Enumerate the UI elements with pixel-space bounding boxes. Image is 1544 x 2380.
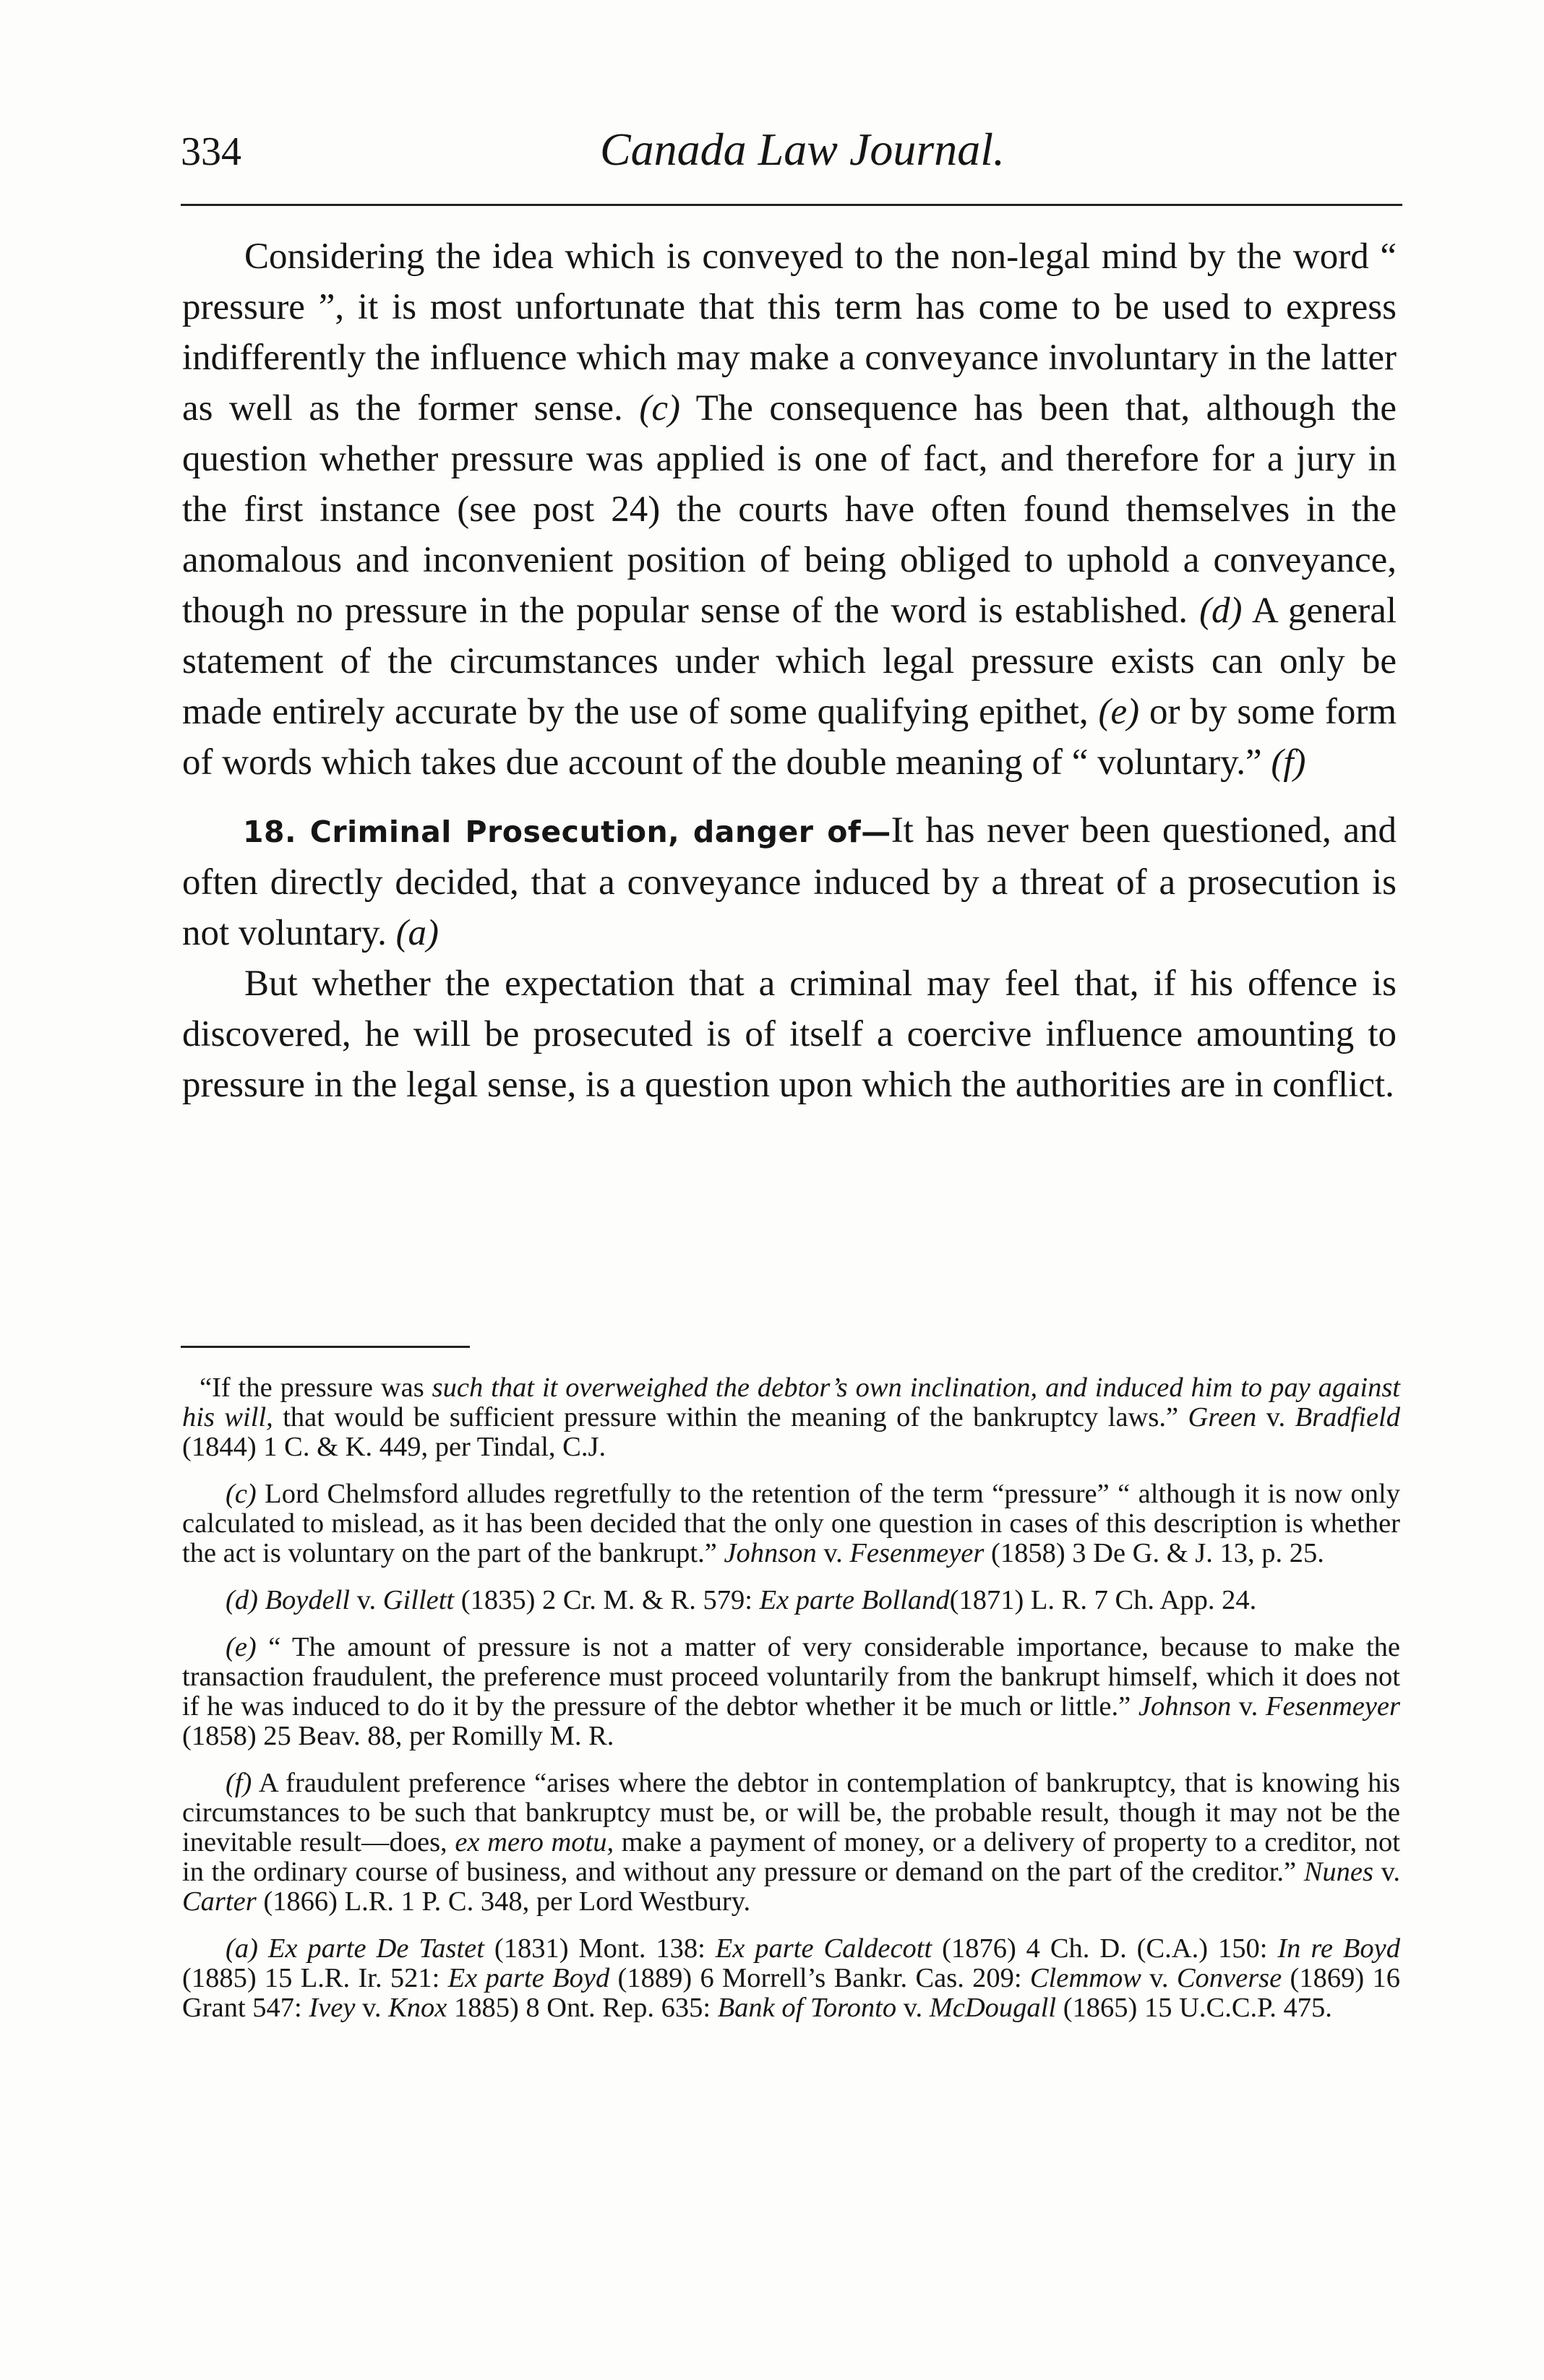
- text-run: Lord Chelmsford alludes regretfully to the retention of the term “pressure” “ although it is now only calculated to mislead, as it has been decided that the only one question in cases of this description is whether the act is voluntary on the part of the bankrupt.”: [182, 1479, 1400, 1568]
- case-name: Johnson: [1138, 1691, 1232, 1722]
- case-name: Ex parte Caldecott: [715, 1933, 932, 1964]
- case-name: Ivey: [309, 1993, 356, 2023]
- footnotes: [182, 1373, 1400, 2040]
- text-run: make a payment of money, or a delivery of property to a creditor, not in the ordinary course of business, and without any pressure or demand on the part of the creditor.”: [182, 1827, 1400, 1887]
- text-run: (1858) 25 Beav. 88, per Romilly M. R.: [182, 1721, 614, 1751]
- text-run: Considering the idea which is conveyed to the non-legal mind by the word “ pressure ”, it is most unfortunate that this term has come to be used to express indifferently the influence which may make a conveyance involuntary in the latter as well as the former sense.: [182, 236, 1397, 429]
- text-run: (1865) 15 U.C.C.P. 475.: [1056, 1993, 1332, 2023]
- text-run: v.: [816, 1538, 850, 1568]
- case-name: In re Boyd: [1277, 1933, 1401, 1964]
- text-run: (1889) 6 Morrell’s Bankr. Cas. 209:: [609, 1963, 1030, 1993]
- page-header: [181, 123, 1395, 202]
- footnote-c: [182, 1479, 1400, 1568]
- italic-run: ex mero motu,: [455, 1827, 614, 1857]
- text-run: (1869) 16 Grant 547:: [182, 1963, 1400, 2023]
- text-run: that would be sufficient pressure within the meaning of the bankruptcy laws.”: [273, 1402, 1188, 1432]
- text-run: A fraudulent preference “arises where the debtor in contemplation of bankruptcy, that is knowing his circumstances to be such that bankruptcy must be, or will be, the probable result, though it may not be the inevitable result—does,: [182, 1768, 1400, 1857]
- footnote-mark: (a): [226, 1933, 258, 1964]
- case-name: Nunes: [1303, 1857, 1373, 1887]
- case-name: Carter: [182, 1886, 257, 1917]
- case-name: Gillett: [382, 1585, 455, 1615]
- text-run: (1885) 15 L.R. Ir. 521:: [182, 1963, 448, 1993]
- text-run: “ The amount of pressure is not a matter of very considerable importance, because to make the transaction fraudulent, the preference must proceed voluntarily from the bankrupt himself, which it does not if he was induced to do it by the pressure of the debtor whether it be much or little.”: [182, 1632, 1400, 1722]
- text-run: v.: [1141, 1963, 1177, 1993]
- case-name: Green: [1188, 1402, 1257, 1432]
- footnote-ref-f: (f): [1271, 742, 1306, 783]
- case-name: Ex parte Bolland: [759, 1585, 950, 1615]
- case-name: Bank of Toronto: [717, 1993, 897, 2023]
- text-run: A general statement of the circumstances under which legal pressure exists can only be made entirely accurate by the use of some qualifying epithet,: [182, 590, 1397, 732]
- case-name: Ex parte De Tastet: [257, 1933, 484, 1964]
- case-name: Fesenmeyer: [849, 1538, 985, 1568]
- italic-run: such that it overweighed the debtor’s own inclination, and induced him to pay against his will,: [182, 1372, 1400, 1432]
- text-run: v.: [896, 1993, 930, 2023]
- case-name: Knox: [388, 1993, 447, 2023]
- header-rule: [181, 204, 1402, 206]
- footnote-mark: (f): [226, 1768, 252, 1798]
- case-name: Boydell: [257, 1585, 351, 1615]
- footnote-ref-a: (a): [395, 913, 439, 953]
- text-run: v.: [1256, 1402, 1295, 1432]
- text-run: (1858) 3 De G. & J. 13, p. 25.: [984, 1538, 1324, 1568]
- case-name: McDougall: [929, 1993, 1057, 2023]
- case-name: Clemmow: [1029, 1963, 1141, 1993]
- text-run: (1876) 4 Ch. D. (C.A.) 150:: [932, 1933, 1278, 1964]
- case-name: Converse: [1176, 1963, 1282, 1993]
- footnote-mark: (d): [226, 1585, 258, 1615]
- footnote-mark: (c): [226, 1479, 257, 1509]
- text-run: or by some form of words which takes due account of the double meaning of “ voluntary.”: [182, 692, 1397, 783]
- text-run: (1844) 1 C. & K. 449, per Tindal, C.J.: [182, 1432, 606, 1462]
- text-run: (1866) L.R. 1 P. C. 348, per Lord Westbury.: [256, 1886, 751, 1917]
- body-text: [182, 231, 1397, 1110]
- paragraph-pressure: [182, 231, 1397, 788]
- footnote-ref-d: (d): [1199, 590, 1243, 631]
- text-run: (1831) Mont. 138:: [484, 1933, 716, 1964]
- text-run: “If the pressure was: [200, 1372, 432, 1403]
- footnote-rule: [181, 1346, 470, 1348]
- footnote-f: [182, 1769, 1400, 1917]
- paragraph-criminal-prosecution: [182, 805, 1397, 958]
- footnote-continued: [182, 1373, 1400, 1462]
- running-title: Canada Law Journal.: [599, 124, 1005, 175]
- text-run: v.: [1373, 1857, 1400, 1887]
- footnote-a: [182, 1934, 1400, 2023]
- case-name: Bradfield: [1295, 1402, 1401, 1432]
- text-run: v.: [355, 1993, 389, 2023]
- case-name: Ex parte Boyd: [447, 1963, 610, 1993]
- text-run: The consequence has been that, although the question whether pressure was applied is one of fact, and therefore for a jury in the first instance (see post 24) the courts have often found themselves in the anomalous and inconvenient position of being obliged to uphold a conveyance, though no pressure in the popular sense of the word is established.: [182, 388, 1397, 631]
- paragraph-expectation: But whether the expectation that a criminal may feel that, if his offence is discovered, he will be prosecuted is of itself a coercive influence amounting to pressure in the legal sense, is a question upon which the authorities are in conflict.: [182, 963, 1397, 1105]
- case-name: Johnson: [724, 1538, 817, 1568]
- text-run: v.: [1231, 1691, 1266, 1722]
- footnote-ref-e: (e): [1098, 692, 1140, 732]
- text-run: v.: [350, 1585, 383, 1615]
- page-number: 334: [181, 129, 241, 174]
- footnote-ref-c: (c): [639, 388, 680, 429]
- text-run: 1885) 8 Ont. Rep. 635:: [447, 1993, 718, 2023]
- section-heading: 18. Criminal Prosecution, danger of—: [243, 815, 891, 849]
- text-run: (1835) 2 Cr. M. & R. 579:: [454, 1585, 760, 1615]
- footnote-e: [182, 1633, 1400, 1751]
- text-run: It has never been questioned, and often directly decided, that a conveyance induced by a threat of a prosecution is not voluntary.: [182, 810, 1397, 953]
- case-name: Fesenmeyer: [1266, 1691, 1401, 1722]
- footnote-d: [182, 1586, 1400, 1615]
- footnote-mark: (e): [226, 1632, 257, 1662]
- text-run: (1871) L. R. 7 Ch. App. 24.: [949, 1585, 1257, 1615]
